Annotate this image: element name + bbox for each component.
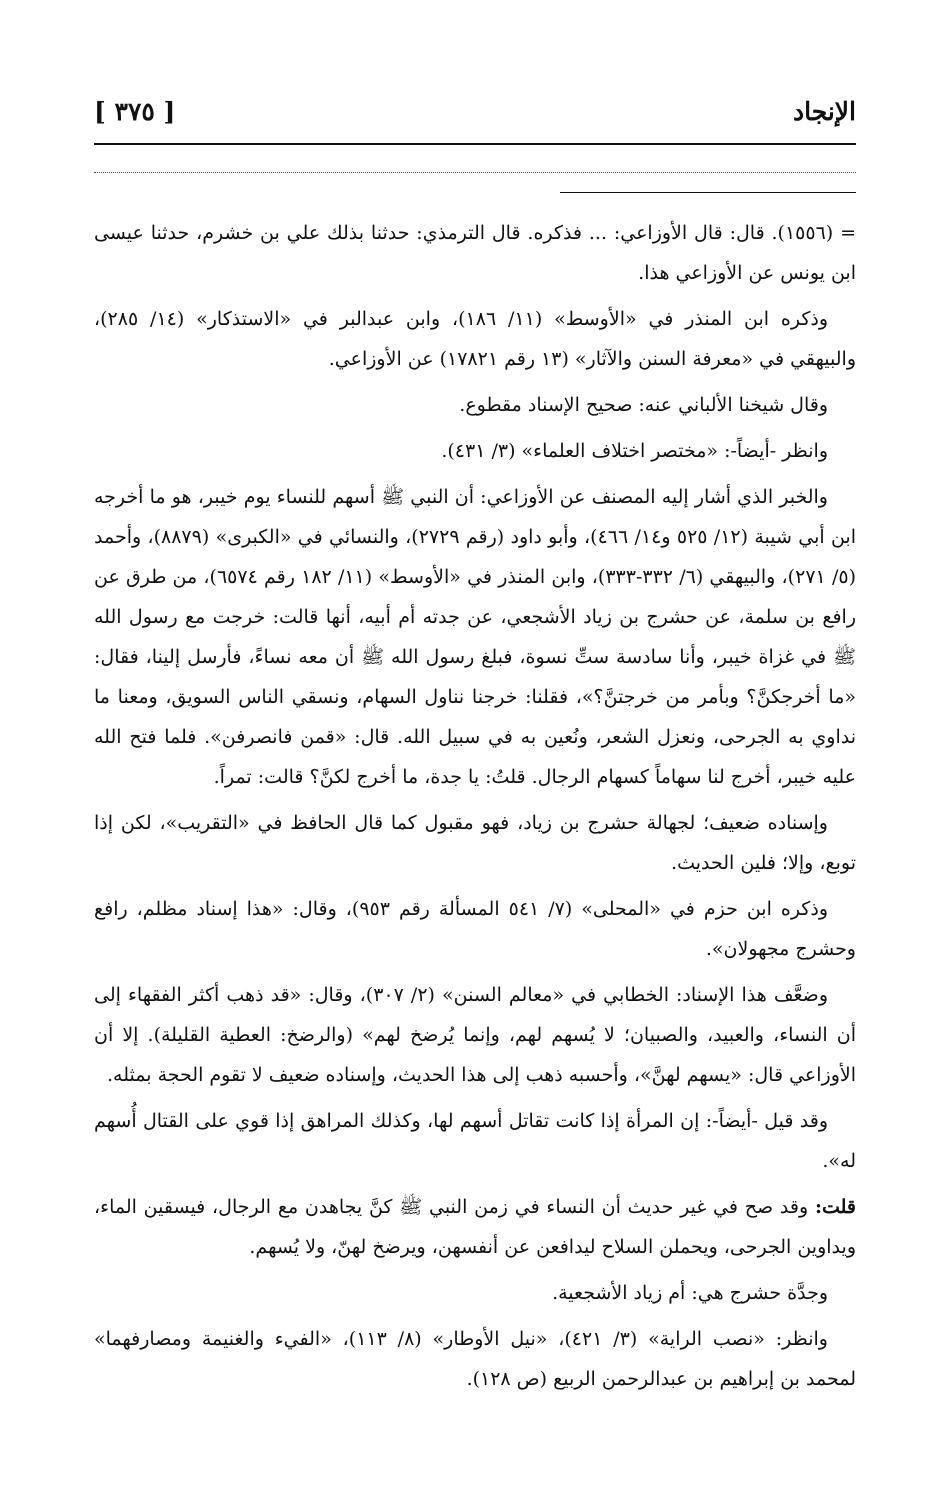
footnote-paragraph: وقال شيخنا الألباني عنه: صحيح الإسناد مقطوع. bbox=[459, 394, 828, 416]
footnote-paragraph: والخبر الذي أشار إليه المصنف عن الأوزاعي: أن النبي ﷺ أسهم للنساء يوم خيبر، هو ما أخرجه ابن أبي شيبة (١٢/ ٥٢٥ و١٤/ ٤٦٦)، وأبو داود (رقم ٢٧٢٩)، والنسائي في «الكبرى» (٨٨٧٩)، وأحمد (٥/ ٢٧١)، والبيهقي (٦/ ٣٣٢-٣٣٣)، وابن المنذر في «الأوسط» (١١/ ١٨٢ رقم ٦٥٧٤)، من طرق عن رافع بن سلمة، عن حشرج بن زياد الأشجعي، عن جدته أم أبيه، أنها قالت: خرجت مع رسول الله ﷺ في غزاة خيبر، وأنا سادسة ستِّ نسوة، فبلغ رسول الله ﷺ أن معه نساءً، فأرسل إلينا، فقال: «ما أخرجكنَّ؟ وبأمر من خرجتنَّ؟»، فقلنا: خرجنا نناول السهام، ونسقي الناس السويق، ومعنا ما نداوي به الجرحى، ونعزل الشعر، ونُعين به في سبيل الله. قال: «قمن فانصرفن». فلما فتح الله عليه خيبر، أخرج لنا سهاماً كسهام الرجال. قلتُ: يا جدة، ما أخرج لكنَّ؟ قالت: تمراً. bbox=[94, 486, 856, 788]
footnote-paragraph: وإسناده ضعيف؛ لجهالة حشرج بن زياد، فهو مقبول كما قال الحافظ في «التقريب»، لكن إذا توبع، وإلا؛ فلين الحديث. bbox=[94, 812, 856, 874]
footnote-paragraph: وذكره ابن حزم في «المحلى» (٧/ ٥٤١ المسألة رقم ٩٥٣)، وقال: «هذا إسناد مظلم، رافع وحشرج مجهولان». bbox=[94, 898, 856, 960]
footnote-paragraph: قلت: وقد صح في غير حديث أن النساء في زمن النبي ﷺ كنَّ يجاهدن مع الرجال، فيسقين الماء، ويداوين الجرحى، ويحملن السلاح ليدافعن عن أنفسهن، ويرضخ لهنّ، ولا يُسهم. bbox=[94, 1196, 856, 1258]
note-lead: قلت: bbox=[814, 1196, 856, 1218]
chapter-title: الإنجاد bbox=[792, 96, 856, 126]
page-number: [ ٣٧٥ ] bbox=[94, 96, 176, 126]
footnote-paragraph: وجدَّة حشرج هي: أم زياد الأشجعية. bbox=[552, 1282, 828, 1304]
footnote-paragraph: = (١٥٥٦). قال: قال الأوزاعي: ... فذكره. قال الترمذي: حدثنا بذلك علي بن خشرم، حدثنا عيسى ابن يونس عن الأوزاعي هذا. bbox=[94, 222, 856, 284]
footnote-body bbox=[94, 213, 856, 1405]
footnote-paragraph: وانظر -أيضاً-: «مختصر اختلاف العلماء» (٣/ ٤٣١). bbox=[441, 440, 828, 462]
footnote-separator bbox=[560, 192, 856, 193]
footnote-paragraph: وذكره ابن المنذر في «الأوسط» (١١/ ١٨٦)، وابن عبدالبر في «الاستذكار» (١٤/ ٢٨٥)، والبيهقي في «معرفة السنن والآثار» (١٣ رقم ١٧٨٢١) عن الأوزاعي. bbox=[94, 308, 856, 370]
footnote-paragraph: وقد قيل -أيضاً-: إن المرأة إذا كانت تقاتل أسهم لها، وكذلك المراهق إذا قوي على القتال أُسهم له». bbox=[94, 1110, 856, 1172]
dotted-separator bbox=[94, 172, 856, 173]
page-header bbox=[94, 86, 856, 136]
footnote-paragraph: وانظر: «نصب الراية» (٣/ ٤٢١)، «نيل الأوطار» (٨/ ١١٣)، «الفيء والغنيمة ومصارفهما» لمحمد بن إبراهيم بن عبدالرحمن الربيع (ص ١٢٨). bbox=[94, 1328, 856, 1390]
footnote-paragraph: وضعَّف هذا الإسناد: الخطابي في «معالم السنن» (٢/ ٣٠٧)، وقال: «قد ذهب أكثر الفقهاء إلى أن النساء، والعبيد، والصبيان؛ لا يُسهم لهم، وإنما يُرضخ لهم» (والرضخ: العطية القليلة). إلا أن الأوزاعي قال: «يسهم لهنَّ»، وأحسبه ذهب إلى هذا الحديث، وإسناده ضعيف لا تقوم الحجة بمثله. bbox=[94, 984, 856, 1086]
header-rule bbox=[94, 143, 856, 145]
